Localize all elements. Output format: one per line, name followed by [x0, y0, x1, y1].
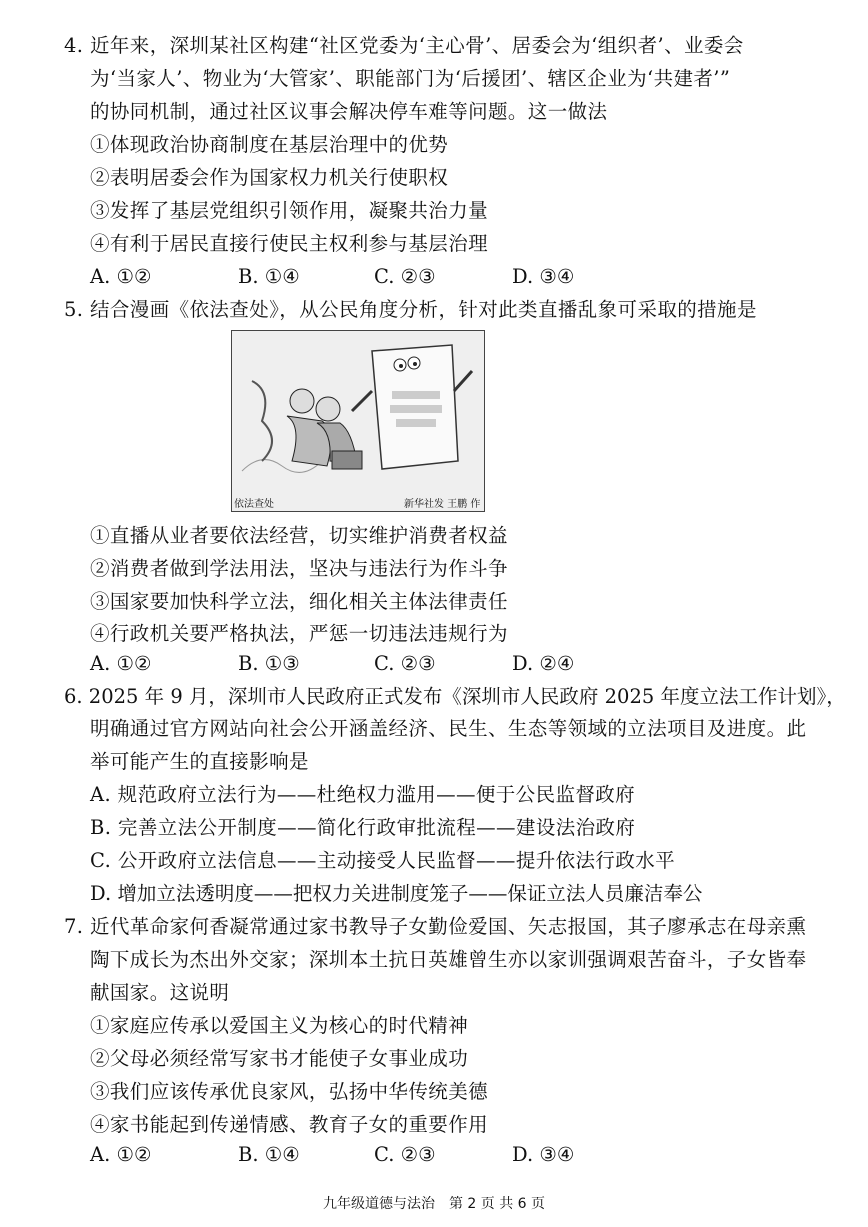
q4-stem-line-1: 4. 近年来，深圳某社区构建“社区党委为‘主心骨’、居委会为‘组织者’、业委会 — [64, 34, 744, 57]
q7-item-4: ④家书能起到传递情感、教育子女的重要作用 — [90, 1113, 489, 1136]
q4-option-a[interactable]: A. ①② — [90, 265, 152, 288]
cartoon-caption-right: 新华社发 王鹏 作 — [404, 499, 481, 510]
q6-stem-line-1: 6. 2025 年 9 月，深圳市人民政府正式发布《深圳市人民政府 2025 年度立法工作计划》， — [64, 685, 846, 708]
q6-option-c[interactable]: C. 公开政府立法信息——主动接受人民监督——提升依法行政水平 — [90, 849, 676, 872]
q7-option-a[interactable]: A. ①② — [90, 1143, 152, 1166]
q7-option-b[interactable]: B. ①④ — [238, 1143, 300, 1166]
q4-item-3: ③发挥了基层党组织引领作用，凝聚共治力量 — [90, 199, 489, 222]
cartoon-caption-left: 依法查处 — [234, 499, 274, 510]
q7-option-d[interactable]: D. ③④ — [512, 1143, 575, 1166]
q5-option-d[interactable]: D. ②④ — [512, 652, 575, 675]
q7-item-1: ①家庭应传承以爱国主义为核心的时代精神 — [90, 1014, 469, 1037]
q4-option-b[interactable]: B. ①④ — [238, 265, 300, 288]
q4-item-2: ②表明居委会作为国家权力机关行使职权 — [90, 166, 449, 189]
q5-item-3: ③国家要加快科学立法，细化相关主体法律责任 — [90, 590, 508, 613]
q4-stem-line-2: 为‘当家人’、物业为‘大管家’、职能部门为‘后援团’、辖区企业为‘共建者’” — [90, 67, 731, 90]
q6-option-d[interactable]: D. 增加立法透明度——把权力关进制度笼子——保证立法人员廉洁奉公 — [90, 882, 703, 905]
q5-option-b[interactable]: B. ①③ — [238, 652, 300, 675]
q4-item-1: ①体现政治协商制度在基层治理中的优势 — [90, 133, 449, 156]
q5-option-a[interactable]: A. ①② — [90, 652, 152, 675]
q6-stem-line-3: 举可能产生的直接影响是 — [90, 750, 309, 773]
q4-stem-line-3: 的协同机制，通过社区议事会解决停车难等问题。这一做法 — [90, 100, 608, 123]
q5-item-1: ①直播从业者要依法经营，切实维护消费者权益 — [90, 524, 508, 547]
q7-stem-line-1: 7. 近代革命家何香凝常通过家书教导子女勤俭爱国、矢志报国，其子廖承志在母亲熏 — [64, 915, 807, 938]
cartoon-image — [231, 330, 485, 512]
q7-stem-line-2: 陶下成长为杰出外交家；深圳本土抗日英雄曾生亦以家训强调艰苦奋斗，子女皆奉 — [90, 948, 807, 971]
page-footer: 九年级道德与法治 第 2 页 共 6 页 — [322, 1196, 546, 1212]
q5-item-4: ④行政机关要严格执法，严惩一切违法违规行为 — [90, 622, 508, 645]
q5-option-c[interactable]: C. ②③ — [374, 652, 436, 675]
q4-option-d[interactable]: D. ③④ — [512, 265, 575, 288]
q6-stem-line-2: 明确通过官方网站向社会公开涵盖经济、民生、生态等领域的立法项目及进度。此 — [90, 717, 807, 740]
q6-option-a[interactable]: A. 规范政府立法行为——杜绝权力滥用——便于公民监督政府 — [90, 783, 636, 806]
q4-item-4: ④有利于居民直接行使民主权利参与基层治理 — [90, 232, 489, 255]
q7-option-c[interactable]: C. ②③ — [374, 1143, 436, 1166]
q4-option-c[interactable]: C. ②③ — [374, 265, 436, 288]
q7-item-3: ③我们应该传承优良家风，弘扬中华传统美德 — [90, 1080, 489, 1103]
cartoon-drawing — [232, 331, 484, 511]
q5-stem-line-1: 5. 结合漫画《依法查处》，从公民角度分析，针对此类直播乱象可采取的措施是 — [64, 298, 757, 321]
q5-item-2: ②消费者做到学法用法，坚决与违法行为作斗争 — [90, 557, 508, 580]
q6-option-b[interactable]: B. 完善立法公开制度——简化行政审批流程——建设法治政府 — [90, 816, 636, 839]
q7-stem-line-3: 献国家。这说明 — [90, 981, 230, 1004]
q7-item-2: ②父母必须经常写家书才能使子女事业成功 — [90, 1047, 469, 1070]
